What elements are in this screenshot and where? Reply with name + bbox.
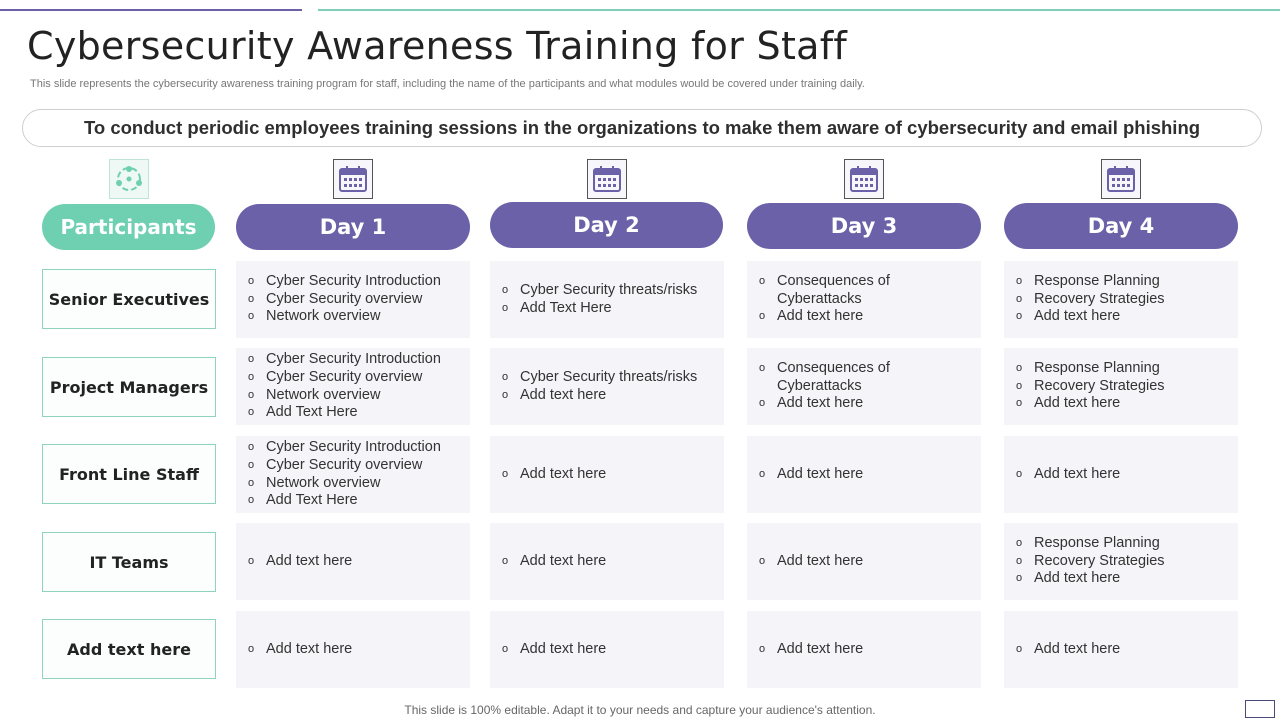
module-item — [759, 308, 975, 326]
module-text: Add text here — [1034, 640, 1121, 657]
module-item — [248, 273, 464, 291]
module-item — [1016, 553, 1232, 571]
bullet-icon: o — [502, 301, 509, 314]
module-text: Consequences of Cyberattacks — [777, 273, 890, 307]
calendar-icon — [844, 159, 884, 199]
top-accent-line-left — [0, 9, 302, 11]
bullet-icon: o — [502, 467, 509, 480]
module-text: Network overview — [266, 474, 381, 491]
module-item — [502, 466, 718, 484]
bullet-icon: o — [1016, 310, 1023, 323]
module-text: Add text here — [520, 386, 607, 403]
slide-title: Cybersecurity Awareness Training for Staff — [27, 24, 848, 68]
module-item — [502, 641, 718, 659]
module-text: Cyber Security threats/risks — [520, 368, 698, 385]
module-item — [1016, 395, 1232, 413]
module-text: Cyber Security overview — [266, 368, 423, 385]
people-cycle-icon — [109, 159, 149, 199]
module-item — [1016, 570, 1232, 588]
module-item — [1016, 291, 1232, 309]
module-item — [248, 492, 464, 510]
schedule-cell — [1004, 348, 1238, 425]
module-text: Cyber Security Introduction — [266, 351, 441, 368]
schedule-cell — [236, 436, 470, 513]
bullet-icon: o — [248, 292, 255, 305]
bullet-icon: o — [502, 370, 509, 383]
bullet-icon: o — [248, 275, 255, 288]
participant-label: Add text here — [42, 619, 216, 679]
module-item — [502, 369, 718, 387]
participant-label: Front Line Staff — [42, 444, 216, 504]
module-text: Add text here — [1034, 465, 1121, 482]
module-text: Response Planning — [1034, 273, 1160, 290]
module-text: Add text here — [777, 552, 864, 569]
module-text: Network overview — [266, 308, 381, 325]
bullet-icon: o — [248, 353, 255, 366]
module-item — [248, 351, 464, 369]
module-text: Cyber Security Introduction — [266, 439, 441, 456]
module-item — [759, 360, 975, 395]
schedule-cell — [236, 611, 470, 688]
bullet-icon: o — [248, 441, 255, 454]
schedule-cell — [1004, 261, 1238, 338]
module-item — [248, 404, 464, 422]
schedule-cell — [490, 348, 724, 425]
bullet-icon: o — [248, 406, 255, 419]
module-item — [248, 457, 464, 475]
module-item — [1016, 360, 1232, 378]
bullet-icon: o — [248, 458, 255, 471]
objective-banner: To conduct periodic employees training sessions in the organizations to make them aware of cybersecurity and email phishing — [22, 109, 1262, 147]
module-text: Add text here — [520, 552, 607, 569]
module-item — [502, 282, 718, 300]
calendar-icon — [587, 159, 627, 199]
module-item — [1016, 308, 1232, 326]
module-text: Cyber Security Introduction — [266, 273, 441, 290]
bullet-icon: o — [502, 642, 509, 655]
bullet-icon: o — [1016, 467, 1023, 480]
module-text: Recovery Strategies — [1034, 290, 1165, 307]
bullet-icon: o — [502, 388, 509, 401]
module-text: Add text here — [520, 640, 607, 657]
module-text: Add text here — [1034, 570, 1121, 587]
module-text: Cyber Security threats/risks — [520, 281, 698, 298]
bullet-icon: o — [248, 476, 255, 489]
bullet-icon: o — [1016, 572, 1023, 585]
module-text: Add text here — [777, 395, 864, 412]
module-text: Add text here — [1034, 395, 1121, 412]
bullet-icon: o — [1016, 554, 1023, 567]
schedule-cell — [1004, 436, 1238, 513]
module-text: Add text here — [1034, 308, 1121, 325]
module-item — [1016, 466, 1232, 484]
module-item — [248, 553, 464, 571]
calendar-icon — [1101, 159, 1141, 199]
bullet-icon: o — [248, 310, 255, 323]
module-item — [502, 300, 718, 318]
module-text: Add text here — [777, 640, 864, 657]
module-text: Network overview — [266, 386, 381, 403]
schedule-cell — [490, 261, 724, 338]
bullet-icon: o — [1016, 642, 1023, 655]
bullet-icon: o — [248, 370, 255, 383]
module-item — [248, 369, 464, 387]
module-text: Response Planning — [1034, 360, 1160, 377]
bullet-icon: o — [759, 554, 766, 567]
bullet-icon: o — [502, 283, 509, 296]
module-item — [1016, 535, 1232, 553]
schedule-cell — [1004, 523, 1238, 600]
module-text: Cyber Security overview — [266, 290, 423, 307]
module-item — [248, 439, 464, 457]
bullet-icon: o — [759, 467, 766, 480]
schedule-cell — [490, 611, 724, 688]
day-header-4: Day 4 — [1004, 203, 1238, 249]
bullet-icon: o — [248, 554, 255, 567]
module-item — [248, 387, 464, 405]
day-header-1: Day 1 — [236, 204, 470, 250]
slide-subtitle: This slide represents the cybersecurity awareness training program for staff, including the name of the participants and what modules would be covered under training daily. — [30, 78, 865, 90]
bullet-icon: o — [248, 642, 255, 655]
module-item — [1016, 273, 1232, 291]
participant-label: IT Teams — [42, 532, 216, 592]
bullet-icon: o — [759, 275, 766, 288]
module-text: Add text here — [520, 465, 607, 482]
calendar-icon — [333, 159, 373, 199]
schedule-cell — [236, 261, 470, 338]
module-item — [759, 395, 975, 413]
module-item — [248, 308, 464, 326]
schedule-cell — [747, 523, 981, 600]
module-text: Cyber Security overview — [266, 456, 423, 473]
bullet-icon: o — [759, 397, 766, 410]
top-accent-line-right — [318, 9, 1280, 11]
bullet-icon: o — [1016, 292, 1023, 305]
schedule-cell — [236, 523, 470, 600]
module-text: Add text here — [266, 640, 353, 657]
module-item — [502, 553, 718, 571]
schedule-cell — [747, 348, 981, 425]
module-text: Recovery Strategies — [1034, 377, 1165, 394]
module-text: Consequences of Cyberattacks — [777, 360, 890, 394]
schedule-cell — [747, 611, 981, 688]
module-text: Add text here — [266, 552, 353, 569]
schedule-cell — [1004, 611, 1238, 688]
participant-label: Project Managers — [42, 357, 216, 417]
module-item — [248, 475, 464, 493]
schedule-cell — [747, 261, 981, 338]
module-text: Response Planning — [1034, 535, 1160, 552]
module-item — [1016, 641, 1232, 659]
bullet-icon: o — [1016, 379, 1023, 392]
schedule-cell — [490, 436, 724, 513]
module-text: Add Text Here — [266, 492, 358, 509]
module-text: Add text here — [777, 465, 864, 482]
bullet-icon: o — [1016, 362, 1023, 375]
day-header-2: Day 2 — [490, 202, 723, 248]
module-item — [759, 466, 975, 484]
day-header-3: Day 3 — [747, 203, 981, 249]
participant-label: Senior Executives — [42, 269, 216, 329]
bullet-icon: o — [759, 310, 766, 323]
slide-number-box — [1245, 700, 1275, 718]
module-item — [1016, 378, 1232, 396]
bullet-icon: o — [248, 388, 255, 401]
module-text: Add Text Here — [520, 299, 612, 316]
bullet-icon: o — [1016, 397, 1023, 410]
module-item — [248, 291, 464, 309]
module-text: Add Text Here — [266, 404, 358, 421]
participants-header: Participants — [42, 204, 215, 250]
schedule-cell — [236, 348, 470, 425]
bullet-icon: o — [759, 362, 766, 375]
module-item — [759, 641, 975, 659]
module-item — [502, 387, 718, 405]
bullet-icon: o — [759, 642, 766, 655]
bullet-icon: o — [502, 554, 509, 567]
bullet-icon: o — [1016, 275, 1023, 288]
schedule-cell — [747, 436, 981, 513]
bullet-icon: o — [248, 494, 255, 507]
schedule-cell — [490, 523, 724, 600]
module-item — [759, 553, 975, 571]
bullet-icon: o — [1016, 537, 1023, 550]
module-item — [248, 641, 464, 659]
module-item — [759, 273, 975, 308]
slide-footer: This slide is 100% editable. Adapt it to your needs and capture your audience's attention. — [404, 703, 876, 717]
module-text: Add text here — [777, 308, 864, 325]
module-text: Recovery Strategies — [1034, 552, 1165, 569]
